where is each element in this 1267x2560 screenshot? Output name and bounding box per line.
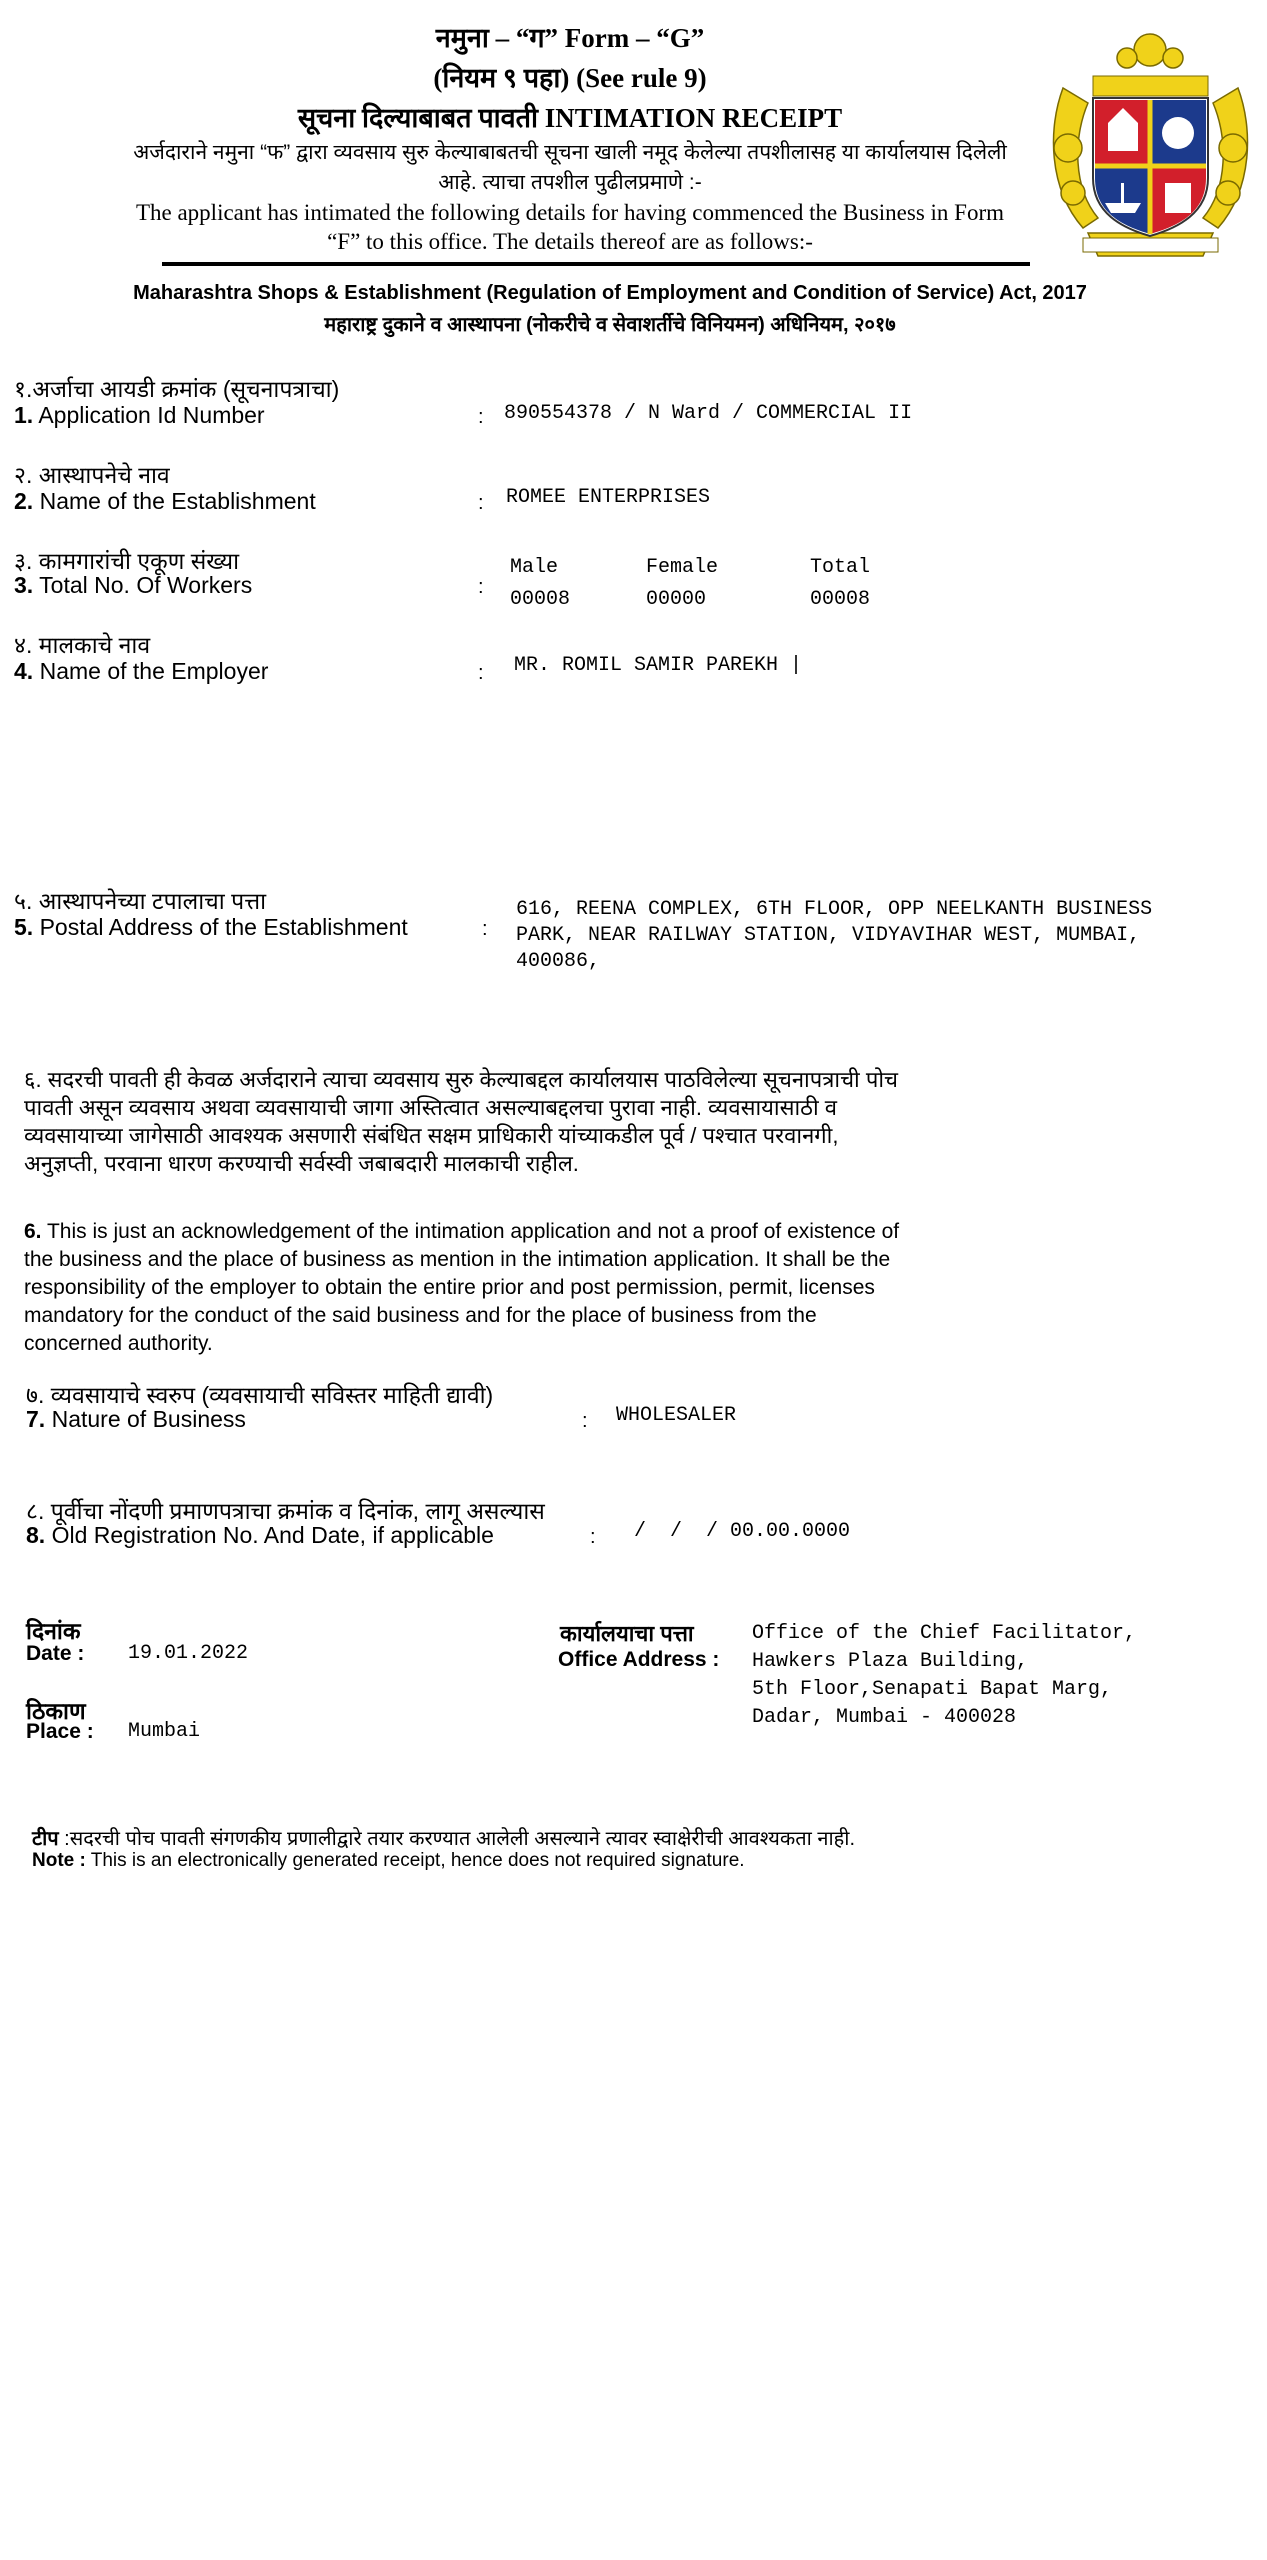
total-label: Total: [810, 556, 871, 579]
male-label: Male: [510, 556, 559, 579]
disclaimer-marathi: ६. सदरची पावती ही केवळ अर्जदाराने त्याचा व्यवसाय सुरु केल्याबद्दल कार्यालयास पाठविलेल्या सूचनापत्राची पोच पावती असून व्यवसाय अथवा व्यवसायाची जागा अस्तित्वात असल्याबद्दलचा पुरावा नाही. व्यवसायासाठी व व्यवसायाच्या जागेसाठी आवश्यक असणारी संबंधित सक्षम प्राधिकारी यांच्याकडील पूर्व / पश्चात परवानगी, अनुज्ञप्ती, परवाना धारण करण्याची सर्वस्वी जबाबदारी मालकाची राहील.: [24, 1067, 899, 1176]
field8-label-marathi: ८. पूर्वीचा नोंदणी प्रमाणपत्राचा क्रमांक व दिनांक, लागू असल्यास: [26, 1498, 545, 1524]
place-label-marathi: ठिकाण: [26, 1698, 86, 1724]
female-count: 00000: [646, 588, 707, 611]
field7-colon: :: [582, 1410, 588, 1432]
act-title-marathi: महाराष्ट्र दुकाने व आस्थापना (नोकरीचे व सेवाशर्तीचे विनियमन) अधिनियम, २०१७: [324, 314, 896, 336]
office-line1: Office of the Chief Facilitator,: [752, 1622, 1137, 1645]
field7-label: 7. Nature of Business: [26, 1406, 246, 1432]
header-divider: [162, 262, 1030, 266]
field1-label-marathi: १.अर्जाचा आयडी क्रमांक (सूचनापत्राचा): [14, 376, 340, 402]
field5-label: 5. Postal Address of the Establishment: [14, 914, 408, 940]
mcgm-coat-of-arms-icon: [1043, 28, 1258, 268]
field3-label-marathi: ३. कामगारांची एकूण संख्या: [14, 548, 240, 574]
old-registration-value: / / / 00.00.0000: [634, 1520, 851, 1543]
office-line2: Hawkers Plaza Building,: [752, 1650, 1029, 1673]
act-title-english: Maharashtra Shops & Establishment (Regulation of Employment and Condition of Service) Act, 2017: [133, 282, 1087, 304]
office-line4: Dadar, Mumbai - 400028: [752, 1706, 1017, 1729]
address-line1: 616, REENA COMPLEX, 6TH FLOOR, OPP NEELKANTH BUSINESS: [516, 898, 1153, 921]
intro-english: The applicant has intimated the following details for having commenced the Business in Form “F” to this office. The details thereof are as follows:-: [135, 200, 1005, 254]
field7-label-marathi: ७. व्यवसायाचे स्वरुप (व्यवसायाची सविस्तर माहिती द्यावी): [26, 1382, 494, 1408]
form-title: नमुना – “ग” Form – “G”: [435, 23, 705, 53]
field3-colon: :: [478, 576, 484, 598]
field1-label: 1. Application Id Number: [14, 402, 265, 428]
field2-label: 2. Name of the Establishment: [14, 488, 316, 514]
field5-label-marathi: ५. आस्थापनेच्या टपालाचा पत्ता: [14, 888, 267, 914]
disclaimer-english: 6. This is just an acknowledgement of the intimation application and not a proof of existence of the business and the place of business as mention in the intimation application. It shall be the responsibility of the employer to obtain the entire prior and post permission, permit, licenses mandatory for the conduct of the said business and for the place of business from the concerned authority.: [24, 1220, 900, 1355]
address-line2: PARK, NEAR RAILWAY STATION, VIDYAVIHAR WEST, MUMBAI,: [516, 924, 1141, 947]
field8-colon: :: [590, 1526, 596, 1548]
rule-reference: (नियम ९ पहा) (See rule 9): [433, 63, 707, 93]
field5-colon: :: [482, 918, 488, 940]
field2-label-marathi: २. आस्थापनेचे नाव: [14, 462, 170, 488]
nature-of-business-value: WHOLESALER: [616, 1404, 737, 1427]
total-count: 00008: [810, 588, 871, 611]
place-value: Mumbai: [128, 1720, 201, 1743]
field3-label: 3. Total No. Of Workers: [14, 572, 253, 598]
date-label: Date :: [26, 1642, 85, 1665]
application-id-value: 890554378 / N Ward / COMMERCIAL II: [504, 402, 913, 425]
address-line3: 400086,: [516, 950, 601, 973]
date-value: 19.01.2022: [128, 1642, 249, 1665]
field8-label: 8. Old Registration No. And Date, if applicable: [26, 1522, 494, 1548]
office-line3: 5th Floor,Senapati Bapat Marg,: [752, 1678, 1113, 1701]
establishment-name-value: ROMEE ENTERPRISES: [506, 486, 711, 509]
field1-colon: :: [478, 406, 484, 428]
receipt-title: सूचना दिल्याबाबत पावती INTIMATION RECEIPT: [297, 103, 843, 133]
place-label: Place :: [26, 1720, 94, 1743]
intro-marathi: अर्जदाराने नमुना “फ” द्वारा व्यवसाय सुरु केल्याबाबतची सूचना खाली नमूद केलेल्या तपशीलासह या कार्यालयास दिलेली आहे. त्याचा तपशील पुढीलप्रमाणे :-: [133, 141, 1007, 194]
field4-label: 4. Name of the Employer: [14, 658, 269, 684]
office-label-marathi: कार्यालयाचा पत्ता: [560, 1621, 694, 1646]
field4-colon: :: [478, 662, 484, 684]
field4-label-marathi: ४. मालकाचे नाव: [14, 632, 151, 658]
female-label: Female: [646, 556, 719, 579]
male-count: 00008: [510, 588, 571, 611]
employer-name-value: MR. ROMIL SAMIR PAREKH |: [514, 654, 803, 677]
office-label: Office Address :: [558, 1648, 720, 1671]
field2-colon: :: [478, 492, 484, 514]
note-marathi: टीप :सदरची पोच पावती संगणकीय प्रणालीद्वारे तयार करण्यात आलेली असल्याने त्यावर स्वाक्षेरीची आवश्यकता नाही.: [32, 1828, 856, 1850]
note-english: Note : This is an electronically generated receipt, hence does not required signature.: [32, 1850, 745, 1871]
date-label-marathi: दिनांक: [26, 1618, 81, 1644]
